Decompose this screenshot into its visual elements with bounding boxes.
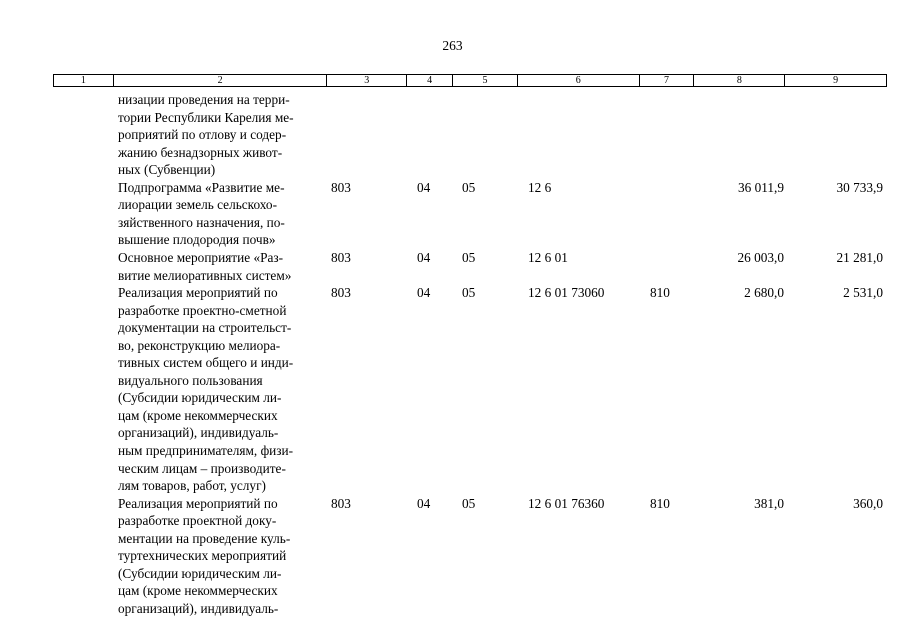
header-col-2: 2 <box>113 75 326 86</box>
row-description-line: зяйственного назначения, по- <box>118 214 285 230</box>
ministry-code: 803 <box>331 249 351 265</box>
row-description-line: низации проведения на терри- <box>118 92 290 107</box>
row-description-line: Подпрограмма «Развитие ме- <box>118 179 285 195</box>
header-col-8: 8 <box>693 75 784 86</box>
row-description-line: разработке проектно-сметной <box>118 302 287 318</box>
expense-type-code: 810 <box>650 285 670 301</box>
row-description-line: лиорации земель сельскохо- <box>118 197 278 213</box>
expense-type-code: 810 <box>650 495 670 511</box>
amount-col-9: 2 531,0 <box>843 285 883 301</box>
row-description-line: ческим лицам – производите- <box>118 460 286 476</box>
table-header <box>53 74 887 87</box>
amount-col-9: 30 733,9 <box>836 179 883 195</box>
row-description-line: роприятий по отлову и содер- <box>118 127 287 143</box>
page-number: 263 <box>442 38 463 53</box>
section-code: 04 <box>417 285 431 301</box>
section-code: 04 <box>417 249 431 265</box>
row-description-line: лям товаров, работ, услуг) <box>118 478 266 494</box>
row-description-line: тивных систем общего и инди- <box>118 355 294 371</box>
row-description-line: ных (Субвенции) <box>118 162 216 178</box>
row-description-line: жанию безнадзорных живот- <box>118 144 283 160</box>
subsection-code: 05 <box>462 495 476 511</box>
header-col-3: 3 <box>326 75 406 86</box>
row-description-line: Реализация мероприятий по <box>118 285 278 301</box>
row-description-line: тории Республики Карелия ме- <box>118 109 294 125</box>
ministry-code: 803 <box>331 179 351 195</box>
row-description-line: цам (кроме некоммерческих <box>118 583 278 599</box>
row-description-line: цам (кроме некоммерческих <box>118 407 278 423</box>
amount-col-8: 2 680,0 <box>744 285 784 301</box>
row-description-line: Реализация мероприятий по <box>118 495 278 511</box>
row-description-line: ным предпринимателям, физи- <box>118 443 294 458</box>
subsection-code: 05 <box>462 179 476 195</box>
amount-col-8: 26 003,0 <box>737 249 784 265</box>
header-col-6: 6 <box>517 75 639 86</box>
target-article-code: 12 6 <box>528 179 552 195</box>
row-description-line: витие мелиоративных систем» <box>118 267 292 283</box>
row-description-line: вышение плодородия почв» <box>118 232 276 248</box>
subsection-code: 05 <box>462 249 476 265</box>
row-description-line: Основное мероприятие «Раз- <box>118 249 284 265</box>
header-col-7: 7 <box>639 75 694 86</box>
row-description-line: разработке проектной доку- <box>118 513 277 529</box>
target-article-code: 12 6 01 73060 <box>528 285 605 301</box>
header-col-1: 1 <box>80 75 86 86</box>
row-description-line: ментации на проведение куль- <box>118 530 291 546</box>
row-description-line: (Субсидии юридическим ли- <box>118 565 282 581</box>
row-description-line: туртехнических мероприятий <box>118 548 287 564</box>
ministry-code: 803 <box>331 285 351 301</box>
row-description-line: организаций), индивидуаль- <box>118 600 279 616</box>
section-code: 04 <box>417 179 431 195</box>
row-description-line: видуального пользования <box>118 372 263 388</box>
amount-col-8: 36 011,9 <box>737 179 784 195</box>
target-article-code: 12 6 01 <box>528 249 568 265</box>
header-col-9: 9 <box>784 75 886 86</box>
subsection-code: 05 <box>462 285 476 301</box>
amount-col-9: 360,0 <box>853 495 883 511</box>
target-article-code: 12 6 01 76360 <box>528 495 605 511</box>
amount-col-8: 381,0 <box>754 495 784 511</box>
row-description-line: организаций), индивидуаль- <box>118 425 279 441</box>
row-description-line: (Субсидии юридическим ли- <box>118 390 282 406</box>
row-description-line: во, реконструкцию мелиора- <box>118 337 281 353</box>
section-code: 04 <box>417 495 431 511</box>
header-col-4: 4 <box>406 75 452 86</box>
row-description-line: документации на строительст- <box>118 320 292 336</box>
ministry-code: 803 <box>331 495 351 511</box>
amount-col-9: 21 281,0 <box>836 249 883 265</box>
header-col-5: 5 <box>452 75 517 86</box>
